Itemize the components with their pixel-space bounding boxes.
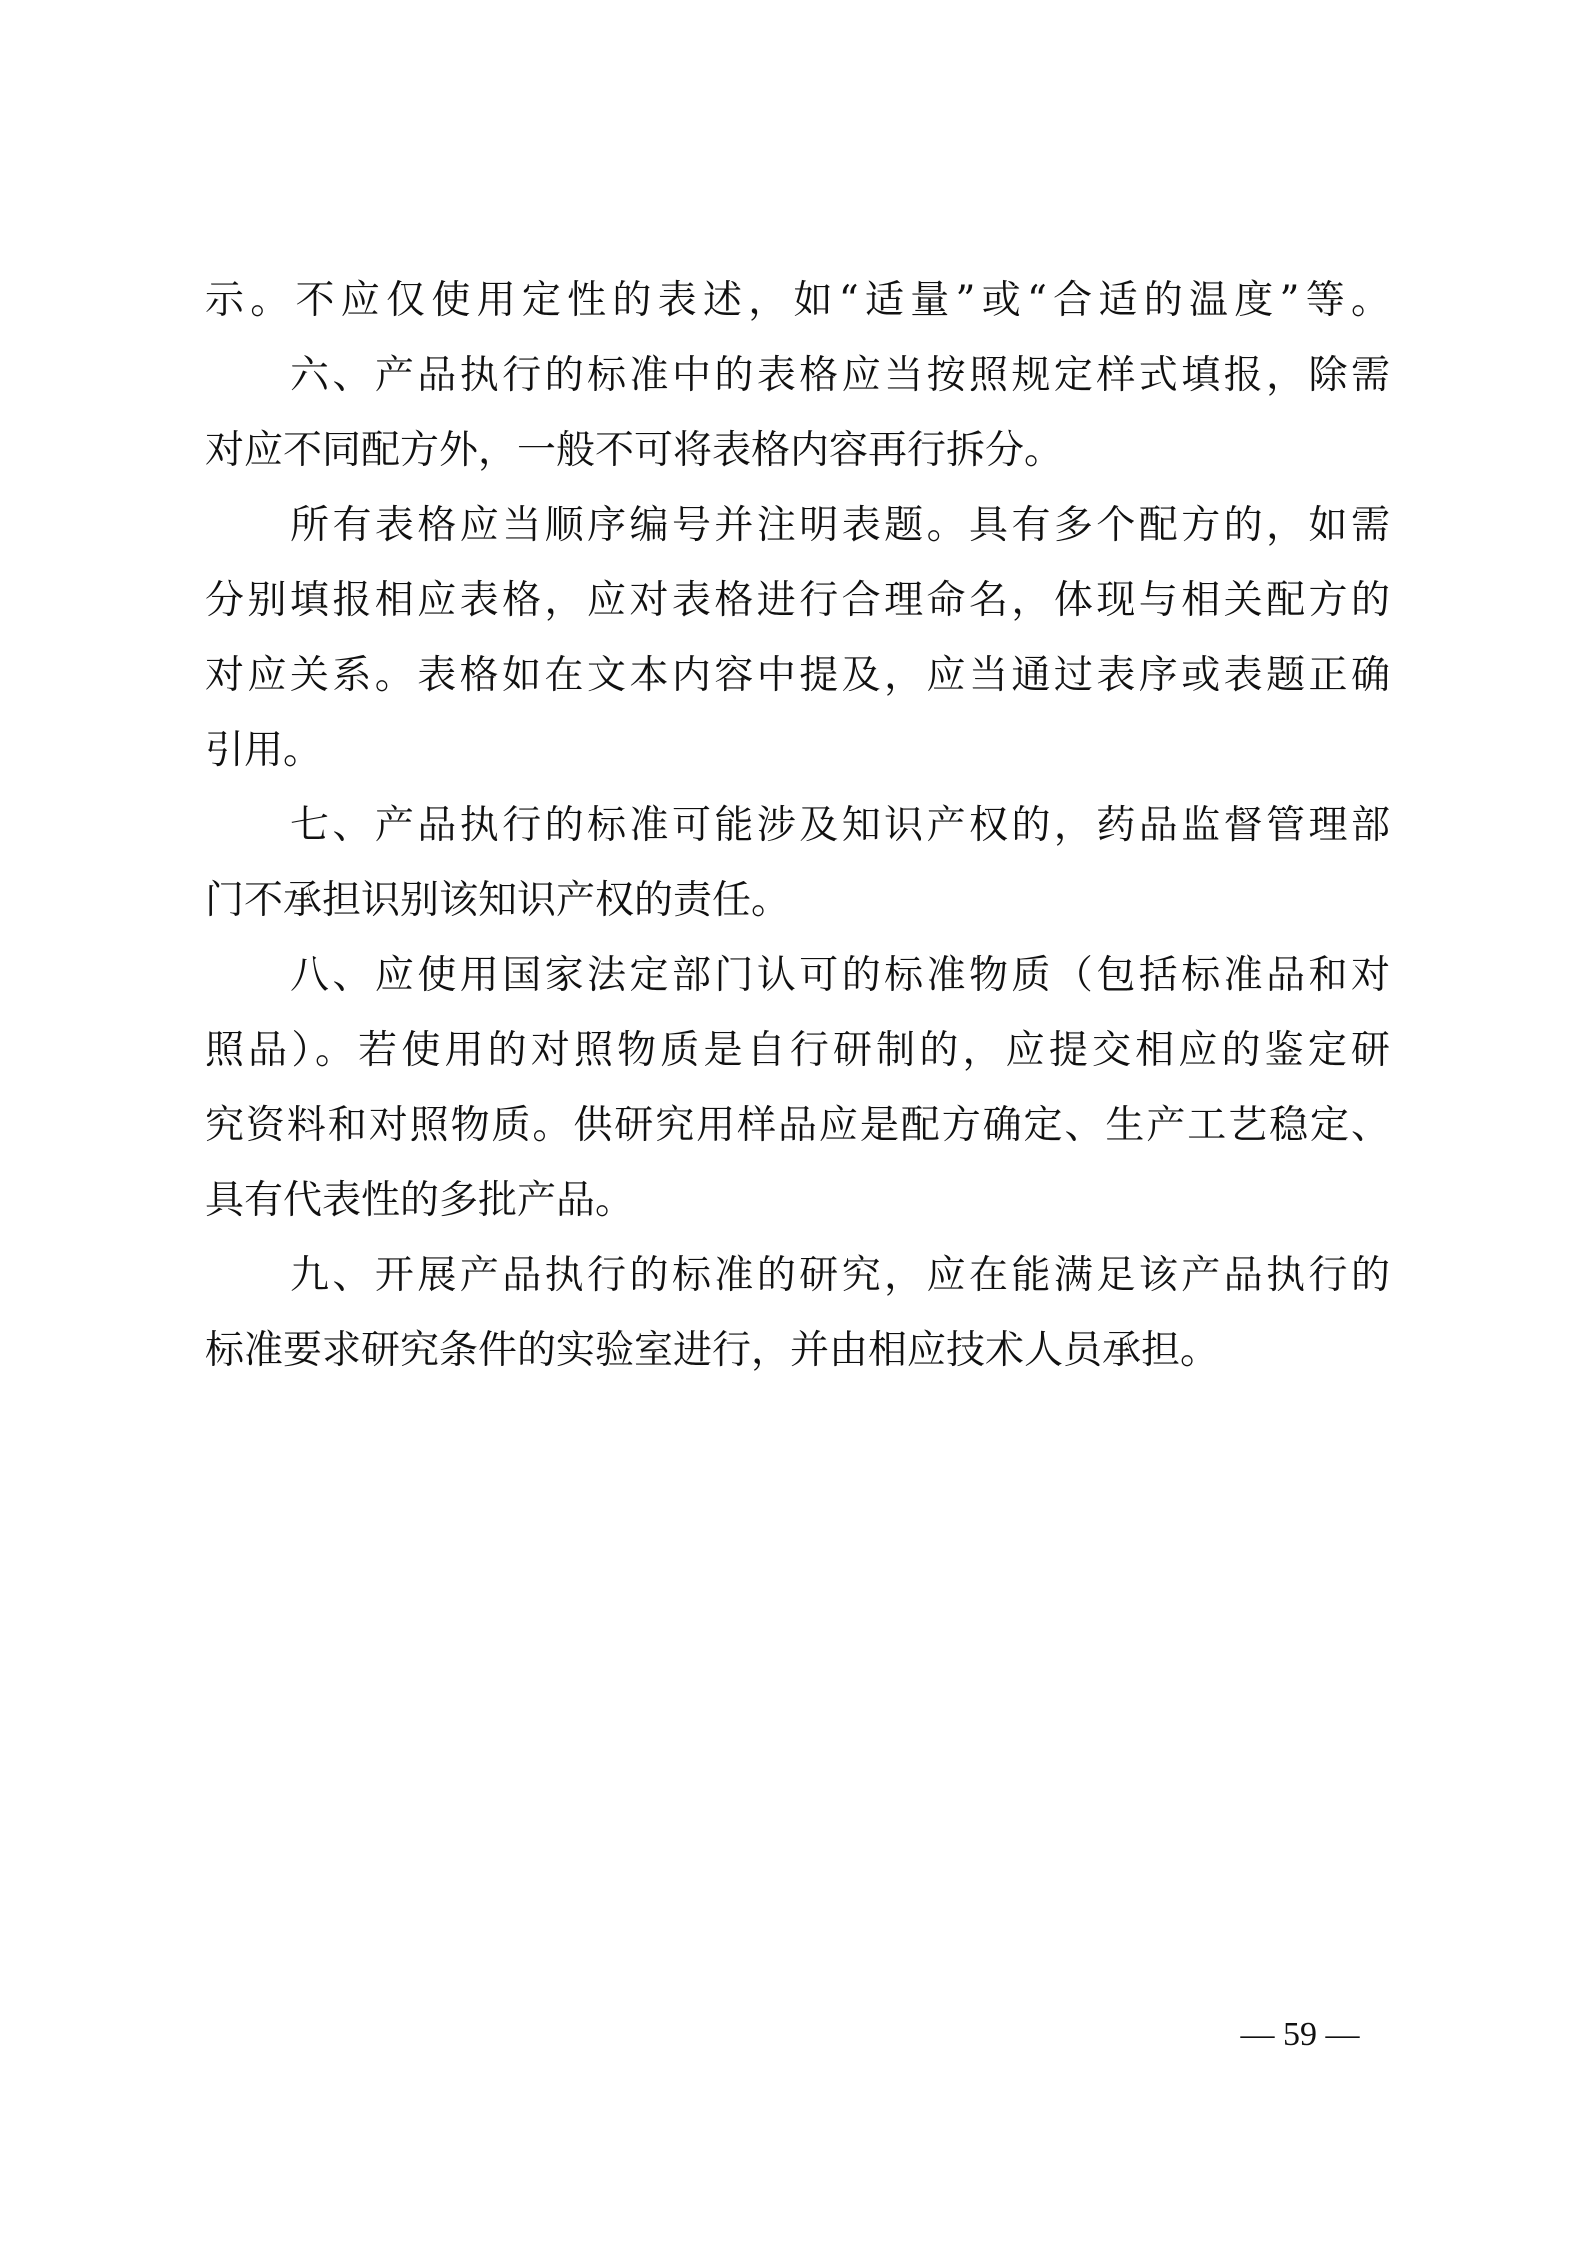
text-line: 六、产品执行的标准中的表格应当按照规定样式填报，除需 bbox=[290, 353, 1390, 398]
text-line: 分别填报相应表格，应对表格进行合理命名，体现与相关配方的 bbox=[205, 578, 1390, 623]
text-line: 示。不应仅使用定性的表述，如“适量”或“合适的温度”等。 bbox=[205, 278, 1390, 323]
page-number: — 59 — bbox=[1240, 2016, 1360, 2053]
text-line: 标准要求研究条件的实验室进行，并由相应技术人员承担。 bbox=[205, 1328, 1220, 1373]
text-line: 所有表格应当顺序编号并注明表题。具有多个配方的，如需 bbox=[290, 503, 1390, 548]
body-text bbox=[205, 263, 1390, 1388]
text-line: 对应关系。表格如在文本内容中提及，应当通过表序或表题正确 bbox=[205, 653, 1390, 698]
text-line: 七、产品执行的标准可能涉及知识产权的，药品监督管理部 bbox=[290, 803, 1390, 848]
text-line: 具有代表性的多批产品。 bbox=[205, 1178, 635, 1223]
text-line: 引用。 bbox=[205, 728, 323, 773]
text-line: 门不承担识别该知识产权的责任。 bbox=[205, 878, 791, 923]
text-line: 八、应使用国家法定部门认可的标准物质（包括标准品和对 bbox=[290, 953, 1390, 998]
text-line: 对应不同配方外，一般不可将表格内容再行拆分。 bbox=[205, 428, 1064, 473]
text-line: 究资料和对照物质。供研究用样品应是配方确定、生产工艺稳定、 bbox=[205, 1103, 1390, 1148]
text-line: 照品）。若使用的对照物质是自行研制的，应提交相应的鉴定研 bbox=[205, 1028, 1390, 1073]
text-line: 九、开展产品执行的标准的研究，应在能满足该产品执行的 bbox=[290, 1253, 1390, 1298]
